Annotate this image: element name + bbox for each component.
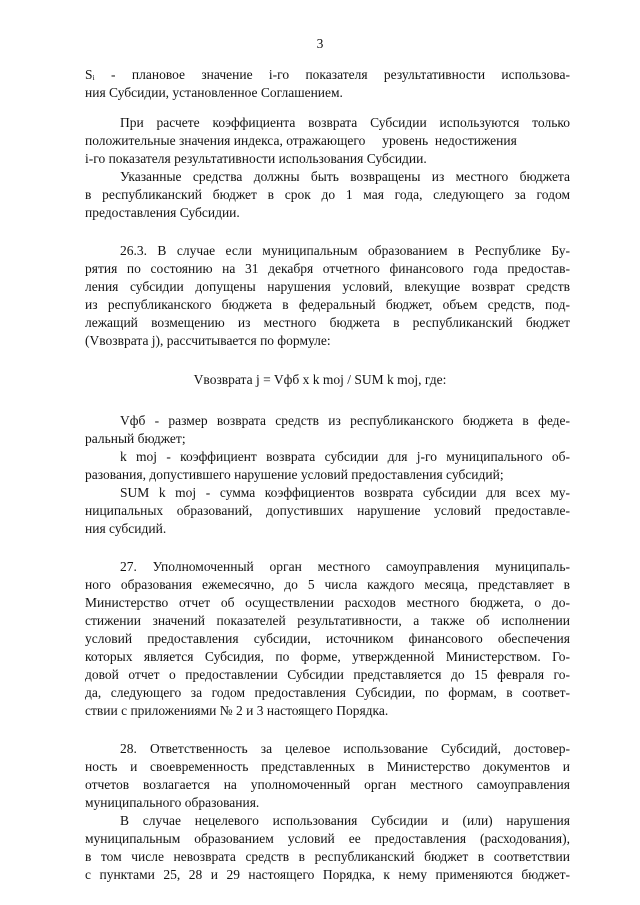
text-line: в республиканский бюджет в срок до 1 мая года, следующего за годом	[85, 187, 570, 202]
text-line: рятия по состоянию на 31 декабря отчетного финансового года предостав-	[85, 261, 570, 276]
text-line: разования, допустившего нарушение условий предоставления субсидий;	[85, 467, 504, 482]
text-line: 26.3. В случае если муниципальным образованием в Республике Бу-	[120, 243, 570, 258]
text-line: ния субсидий.	[85, 521, 167, 536]
text-line: в том числе невозврата средств в республиканский бюджет в соответствии	[85, 849, 570, 864]
formula: Vвозврата j = Vфб x k moj / SUM k moj, где:	[193, 372, 447, 387]
text-line: муниципального образования.	[85, 795, 260, 810]
text-line: ность и своевременность представленных в Министерство документов и	[85, 759, 570, 774]
page-number: 3	[316, 36, 324, 51]
text-line: Указанные средства должны быть возвращены из местного бюджета	[120, 169, 570, 184]
text-line: i-го показателя результативности использования Субсидии.	[85, 151, 427, 166]
text-line: предоставления Субсидии.	[85, 205, 240, 220]
text-line: ниципальных образований, допустивших нарушение условий предоставле-	[85, 503, 570, 518]
text-line: Sᵢ - плановое значение i-го показателя результативности использова-	[85, 67, 570, 82]
text-line: ния Субсидии, установленное Соглашением.	[85, 85, 343, 100]
text-line: ральный бюджет;	[85, 431, 186, 446]
text-line: ного образования ежемесячно, до 5 числа каждого месяца, представляет в	[85, 577, 570, 592]
text-line: которых является Субсидия, по форме, утвержденной Министерством. Го-	[85, 649, 570, 664]
text-line: В случае нецелевого использования Субсидии и (или) нарушения	[120, 813, 570, 828]
text-line: отчетов возлагается на уполномоченный орган местного самоуправления	[85, 777, 570, 792]
text-line: с пунктами 25, 28 и 29 настоящего Порядка, к нему применяются бюджет-	[85, 867, 570, 882]
text-line: ления субсидии допущены нарушения условий, влекущие возврат средств	[85, 279, 570, 294]
text-line: (Vвозврата j), рассчитывается по формуле:	[85, 333, 331, 348]
text-line: лежащий возмещению из местного бюджета в республиканский бюджет	[85, 315, 570, 330]
text-line: 27. Уполномоченный орган местного самоуправления муниципаль-	[120, 559, 570, 574]
text-line: Vфб - размер возврата средств из республиканского бюджета в феде-	[120, 413, 570, 428]
text-line: положительные значения индекса, отражающего уровень недостижения	[85, 133, 517, 148]
text-line: довой отчет о предоставлении Субсидии представляется до 15 февраля го-	[85, 667, 570, 682]
text-line: да, следующего за годом предоставления Субсидии, по формам, в соответ-	[85, 685, 570, 700]
text-line: Министерство отчет об осуществлении расходов местного бюджета, о до-	[85, 595, 570, 610]
text-line: 28. Ответственность за целевое использование Субсидий, достовер-	[120, 741, 570, 756]
text-line: из республиканского бюджета в федеральный бюджет, объем средств, под-	[85, 297, 570, 312]
text-line: SUM k moj - сумма коэффициентов возврата субсидии для всех му-	[120, 485, 570, 500]
text-line: условий предоставления субсидии, источником финансового обеспечения	[85, 631, 570, 646]
text-line: При расчете коэффициента возврата Субсидии используются только	[120, 115, 570, 130]
text-line: ствии с приложениями № 2 и 3 настоящего Порядка.	[85, 703, 389, 718]
text-line: муниципальным образованием условий ее предоставления (расходования),	[85, 831, 570, 846]
text-line: стижении значений показателей результативности, а также об исполнении	[85, 613, 570, 628]
text-line: k moj - коэффициент возврата субсидии для j-го муниципального об-	[120, 449, 570, 464]
